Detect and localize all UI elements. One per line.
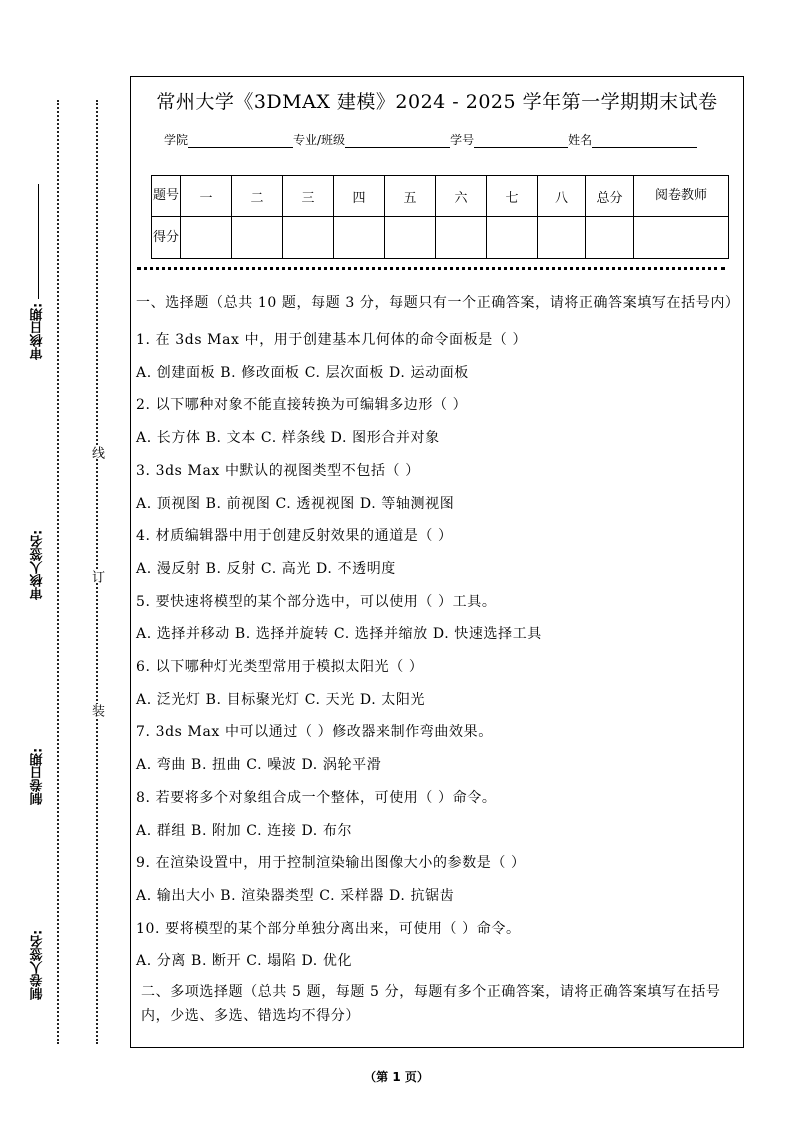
exam-title: 常州大学《3DMAX 建模》2024 - 2025 学年第一学期期末试卷 [156, 91, 718, 113]
options-2: A. 长方体 B. 文本 C. 样条线 D. 图形合并对象 [136, 430, 440, 447]
row-label-score: 得分 [152, 217, 181, 259]
options-5: A. 选择并移动 B. 选择并旋转 C. 选择并缩放 D. 快速选择工具 [136, 626, 542, 643]
score-cell[interactable] [334, 217, 385, 259]
reviewer-signature-label: 审核人签名: [30, 529, 46, 600]
options-7: A. 弯曲 B. 扭曲 C. 噪波 D. 涡轮平滑 [136, 757, 382, 774]
question-content [136, 291, 742, 1028]
review-date-label: 审核日期: [23, 150, 53, 360]
student-info-row [164, 131, 697, 148]
score-cell-grader[interactable] [634, 217, 729, 259]
question-7: 7. 3ds Max 中可以通过（ ）修改器来制作弯曲效果。 [136, 724, 493, 741]
college-field[interactable] [188, 133, 293, 148]
question-5: 5. 要快速将模型的某个部分选中，可以使用（ ）工具。 [136, 593, 497, 610]
score-table-score-row [152, 217, 729, 259]
question-8: 8. 若要将多个对象组合成一个整体，可使用（ ）命令。 [136, 789, 497, 806]
section2-heading: 二、多项选择题（总共 5 题，每题 5 分，每题有多个正确答案，请将正确答案填写在括号内，少选、多选、错选均不得分） [141, 984, 721, 1025]
col-6: 六 [436, 176, 487, 217]
dotted-separator [137, 267, 725, 270]
exam-frame [130, 76, 744, 1048]
score-cell[interactable] [283, 217, 334, 259]
section1-heading: 一、选择题（总共 10 题，每题 3 分，每题只有一个正确答案，请将正确答案填写在括号内） [136, 295, 740, 311]
options-6: A. 泛光灯 B. 目标聚光灯 C. 天光 D. 太阳光 [136, 691, 426, 708]
student-id-label: 学号 [450, 133, 475, 147]
score-cell-total[interactable] [586, 217, 634, 259]
score-cell[interactable] [436, 217, 487, 259]
binding-char-zhuang: 装 [86, 704, 106, 717]
student-id-field[interactable] [474, 133, 568, 148]
question-1: 1. 在 3ds Max 中，用于创建基本几何体的命令面板是（ ） [136, 332, 528, 348]
question-10: 10. 要将模型的某个部分单独分离出来，可使用（ ）命令。 [136, 920, 521, 937]
binding-dotted-line-outer [57, 100, 59, 1044]
question-3: 3. 3ds Max 中默认的视图类型不包括（ ） [136, 462, 420, 479]
col-8: 八 [538, 176, 586, 217]
col-total: 总分 [586, 176, 634, 217]
score-table-header-row [152, 176, 729, 217]
college-label: 学院 [164, 133, 189, 147]
make-date-label: 制卷日期: [30, 747, 46, 805]
score-cell[interactable] [181, 217, 232, 259]
options-3: A. 顶视图 B. 前视图 C. 透视视图 D. 等轴测视图 [136, 495, 455, 512]
score-table [151, 175, 729, 259]
score-cell[interactable] [538, 217, 586, 259]
name-field[interactable] [592, 133, 697, 148]
page-number: （第 1 页） [364, 1070, 429, 1084]
options-8: A. 群组 B. 附加 C. 连接 D. 布尔 [136, 822, 353, 839]
col-3: 三 [283, 176, 334, 217]
col-7: 七 [487, 176, 538, 217]
options-1: A. 创建面板 B. 修改面板 C. 层次面板 D. 运动面板 [136, 364, 469, 381]
options-9: A. 输出大小 B. 渲染器类型 C. 采样器 D. 抗锯齿 [136, 887, 455, 904]
col-1: 一 [181, 176, 232, 217]
row-label-question-no: 题号 [152, 176, 181, 217]
maker-signature-label: 制卷人签名: [30, 929, 46, 1000]
binding-char-ding: 订 [86, 570, 106, 583]
options-4: A. 漫反射 B. 反射 C. 高光 D. 不透明度 [136, 560, 396, 577]
question-6: 6. 以下哪种灯光类型常用于模拟太阳光（ ） [136, 659, 424, 676]
major-label: 专业/班级 [293, 133, 346, 147]
score-cell[interactable] [487, 217, 538, 259]
score-cell[interactable] [385, 217, 436, 259]
col-5: 五 [385, 176, 436, 217]
binding-char-xian: 线 [86, 446, 106, 459]
score-cell[interactable] [232, 217, 283, 259]
question-2: 2. 以下哪种对象不能直接转换为可编辑多边形（ ） [136, 397, 468, 414]
major-field[interactable] [345, 133, 450, 148]
col-grader: 阅卷教师 [634, 176, 729, 217]
options-10: A. 分离 B. 断开 C. 塌陷 D. 优化 [136, 953, 353, 970]
col-2: 二 [232, 176, 283, 217]
col-4: 四 [334, 176, 385, 217]
review-date-line [37, 184, 40, 299]
name-label: 姓名 [568, 133, 593, 147]
question-9: 9. 在渲染设置中，用于控制渲染输出图像大小的参数是（ ） [136, 855, 526, 872]
question-4: 4. 材质编辑器中用于创建反射效果的通道是（ ） [136, 528, 453, 545]
